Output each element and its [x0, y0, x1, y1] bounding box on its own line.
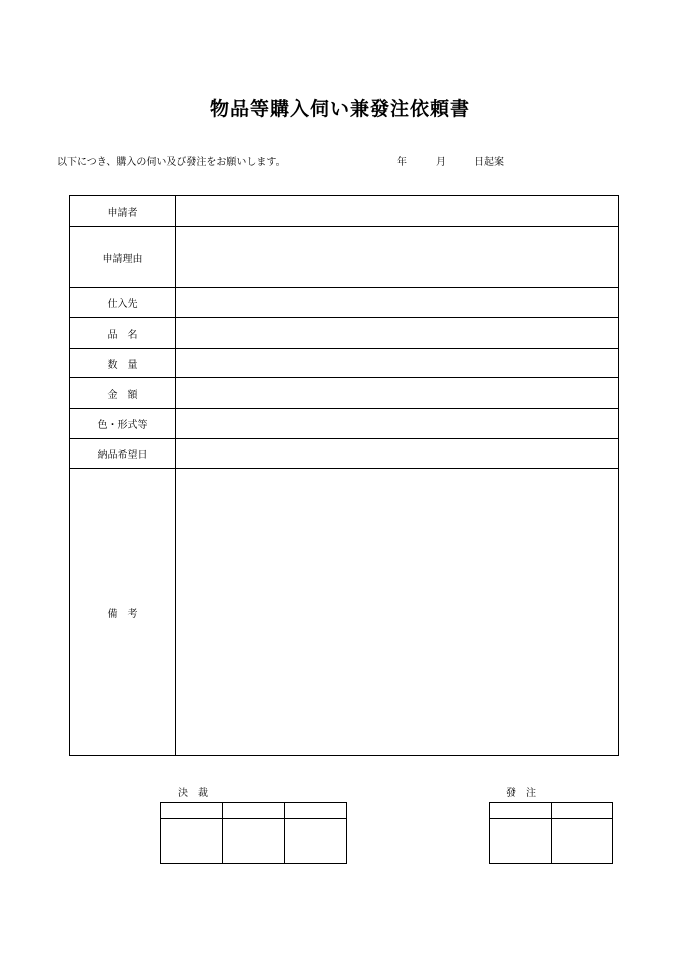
date-month-label: 月 [436, 157, 446, 168]
kessai-stamp-cell[interactable] [223, 819, 285, 864]
kessai-head-cell[interactable] [223, 803, 285, 819]
kessai-stamp-box [160, 802, 347, 864]
quantity-field[interactable] [176, 349, 619, 378]
hacchu-head-row [490, 803, 613, 819]
hacchu-stamp-box [489, 802, 613, 864]
date-day-label: 日起案 [474, 157, 504, 168]
row-color-type [70, 409, 619, 439]
hacchu-stamp-row [490, 819, 613, 864]
request-form-table [69, 195, 619, 756]
delivery-date-field[interactable] [176, 439, 619, 469]
item-name-field[interactable] [176, 318, 619, 349]
quantity-label: 数 量 [70, 349, 176, 378]
amount-field[interactable] [176, 378, 619, 409]
hacchu-label: 發 注 [506, 788, 536, 799]
remarks-field[interactable] [176, 469, 619, 756]
supplier-label: 仕入先 [70, 288, 176, 318]
row-applicant [70, 196, 619, 227]
kessai-stamp-cell[interactable] [161, 819, 223, 864]
applicant-field[interactable] [176, 196, 619, 227]
hacchu-stamp-cell[interactable] [551, 819, 613, 864]
kessai-stamp-row [161, 819, 347, 864]
kessai-head-row [161, 803, 347, 819]
hacchu-stamp-cell[interactable] [490, 819, 552, 864]
hacchu-head-cell[interactable] [490, 803, 552, 819]
row-amount [70, 378, 619, 409]
row-remarks [70, 469, 619, 756]
supplier-field[interactable] [176, 288, 619, 318]
reason-label: 申請理由 [70, 227, 176, 288]
amount-label: 金 額 [70, 378, 176, 409]
remarks-label: 備 考 [70, 469, 176, 756]
kessai-head-cell[interactable] [161, 803, 223, 819]
reason-field[interactable] [176, 227, 619, 288]
kessai-stamp-cell[interactable] [285, 819, 347, 864]
color-type-field[interactable] [176, 409, 619, 439]
applicant-label: 申請者 [70, 196, 176, 227]
row-quantity [70, 349, 619, 378]
item-name-label: 品 名 [70, 318, 176, 349]
hacchu-head-cell[interactable] [551, 803, 613, 819]
row-reason [70, 227, 619, 288]
kessai-label: 決 裁 [178, 788, 208, 799]
color-type-label: 色・形式等 [70, 409, 176, 439]
row-item-name [70, 318, 619, 349]
row-supplier [70, 288, 619, 318]
intro-text: 以下につき、購入の伺い及び發注をお願いします。 [57, 157, 286, 168]
kessai-head-cell[interactable] [285, 803, 347, 819]
row-delivery-date [70, 439, 619, 469]
date-year-label: 年 [397, 157, 407, 168]
document-title: 物品等購入伺い兼發注依頼書 [209, 98, 470, 120]
delivery-date-label: 納品希望日 [70, 439, 176, 469]
